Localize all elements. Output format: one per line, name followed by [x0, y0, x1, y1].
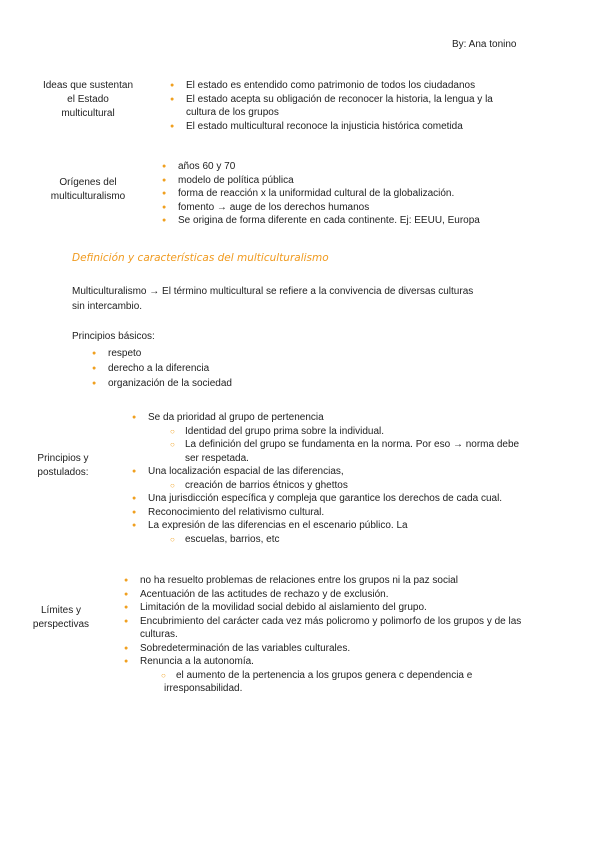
list-item: ● modelo de política pública	[178, 174, 558, 188]
list-item: ● respeto	[108, 346, 232, 361]
list-item: ● Encubrimiento del carácter cada vez más policromo y polimorfo de los grupos y de las	[140, 615, 570, 629]
ideas-label: Ideas que sustentan el Estado multicultural	[42, 80, 134, 119]
author-credit: By: Ana tonino	[452, 39, 517, 50]
list-item: ○ creación de barrios étnicos y ghettos	[185, 479, 568, 493]
origenes-list	[178, 160, 558, 228]
principios-title: Principios básicos:	[72, 331, 155, 342]
principios-list	[108, 346, 232, 391]
list-item: ● Acentuación de las actitudes de rechazo y de exclusión.	[140, 588, 570, 602]
list-item: ○ La definición del grupo se fundamenta en la norma. Por eso → norma debe	[185, 438, 568, 452]
list-item: ● Una localización espacial de las diferencias,	[148, 465, 568, 479]
list-item: ● Sobredeterminación de las variables culturales.	[140, 642, 570, 656]
list-item: ● Limitación de la movilidad social debido al aislamiento del grupo.	[140, 601, 570, 615]
list-item: ● La expresión de las diferencias en el escenario público. La	[148, 519, 568, 533]
list-item: ● Se origina de forma diferente en cada continente. Ej: EEUU, Europa	[178, 214, 558, 228]
list-item: ○ el aumento de la pertenencia a los grupos genera c dependencia e	[176, 669, 570, 683]
list-item: ● El estado es entendido como patrimonio de todos los ciudadanos	[186, 79, 546, 93]
list-item: ● Reconocimiento del relativismo cultural.	[148, 506, 568, 520]
postulados-list	[148, 411, 568, 546]
list-item: ● Se da prioridad al grupo de pertenencia	[148, 411, 568, 425]
limites-label: Límites y perspectivas	[32, 605, 90, 630]
list-item: ● años 60 y 70	[178, 160, 558, 174]
list-item: ○ Identidad del grupo prima sobre la individual.	[185, 425, 568, 439]
section-heading: Definición y características del multiculturalismo	[72, 252, 329, 264]
list-item-continuation: ser respetada.	[185, 452, 249, 464]
limites-list	[140, 574, 570, 696]
list-item: ○ escuelas, barrios, etc	[185, 533, 568, 547]
postulados-label: Principios y postulados:	[37, 453, 89, 478]
list-item: ● El estado acepta su obligación de reconocer la historia, la lengua y la	[186, 93, 546, 107]
list-item: ● Renuncia a la autonomía.	[140, 655, 570, 669]
list-item: ● Una jurisdicción específica y compleja que garantice los derechos de cada cual.	[148, 492, 568, 506]
list-item: ● fomento → auge de los derechos humanos	[178, 201, 558, 215]
origenes-label: Orígenes del multiculturalismo	[50, 177, 126, 202]
list-item: ● El estado multicultural reconoce la injusticia histórica cometida	[186, 120, 546, 134]
list-item: ● no ha resuelto problemas de relaciones entre los grupos ni la paz social	[140, 574, 570, 588]
list-item-continuation: irresponsabilidad.	[164, 683, 243, 694]
list-item: ● derecho a la diferencia	[108, 361, 232, 376]
ideas-list	[186, 79, 546, 133]
list-item-continuation: cultura de los grupos	[186, 107, 279, 118]
list-item-continuation: culturas.	[140, 629, 178, 640]
list-item: ● forma de reacción x la uniformidad cultural de la globalización.	[178, 187, 558, 201]
list-item: ● organización de la sociedad	[108, 376, 232, 391]
definition-text: Multiculturalismo → El término multicultural se refiere a la convivencia de diversas culturas sin intercambio.	[72, 286, 474, 312]
